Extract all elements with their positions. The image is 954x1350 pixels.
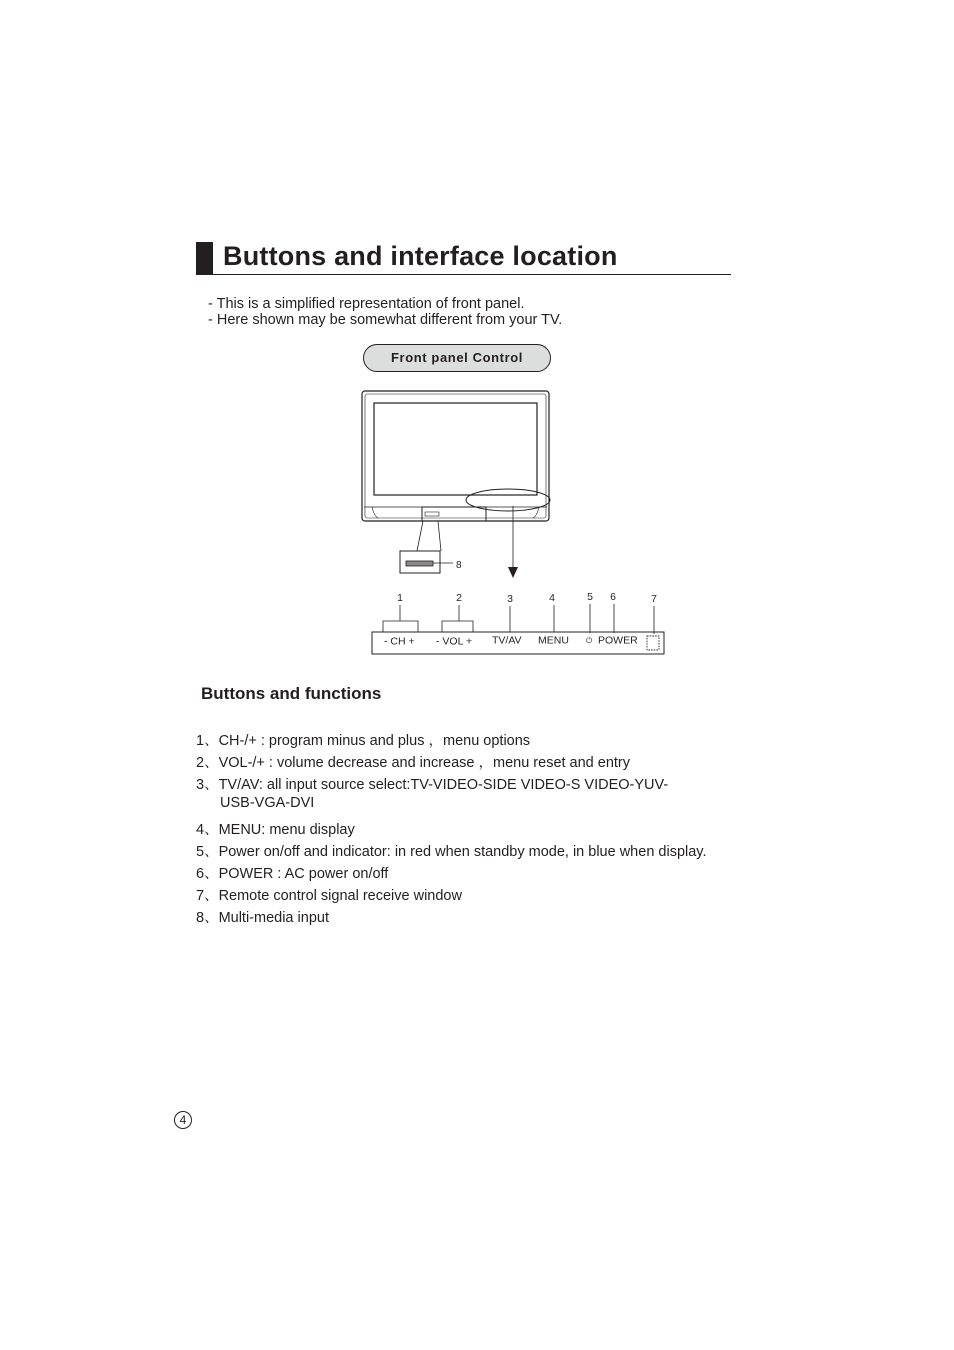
- callout-3: 3: [507, 593, 513, 605]
- callout-1: 1: [397, 592, 403, 604]
- function-item-1: 1、CH-/+ : program minus and plus ，menu options: [196, 733, 531, 749]
- tv-frame: [362, 391, 549, 521]
- callout-leaders: [383, 604, 654, 634]
- power-button-label[interactable]: POWER: [598, 634, 638, 647]
- front-panel-label: Front panel Control: [363, 344, 551, 372]
- function-item-3: 3、TV/AV: all input source select:TV-VIDEO-SIDE VIDEO-S VIDEO-YUV-: [196, 777, 669, 793]
- side-input-callout: [400, 521, 453, 573]
- zoom-arrow: [508, 506, 518, 578]
- tvav-button-label[interactable]: TV/AV: [492, 634, 522, 647]
- section-title: Buttons and functions: [201, 684, 382, 703]
- callout-2: 2: [456, 592, 462, 604]
- callout-8: 8: [456, 560, 462, 571]
- tv-illustration: [362, 391, 550, 521]
- function-item-4: 4、MENU: menu display: [196, 822, 355, 838]
- callout-6: 6: [610, 591, 616, 603]
- remote-sensor-window: [647, 636, 659, 650]
- button-area-highlight: [466, 489, 550, 511]
- callout-7: 7: [651, 593, 657, 605]
- multimedia-input-port: [406, 561, 433, 566]
- function-item-6: 6、POWER : AC power on/off: [196, 866, 389, 882]
- page-number: 4: [174, 1111, 192, 1129]
- power-icon: ⏻: [586, 636, 593, 645]
- function-item-2: 2、VOL-/+ : volume decrease and increase ，menu reset and entry: [196, 755, 631, 771]
- intro-note-1: - This is a simplified representation of front panel.: [208, 296, 525, 312]
- function-item-5: 5、Power on/off and indicator: in red when standby mode, in blue when display.: [196, 844, 707, 860]
- ch-button-label[interactable]: - CH +: [384, 635, 415, 648]
- vol-button-label[interactable]: - VOL +: [436, 635, 473, 648]
- callout-4: 4: [549, 592, 555, 604]
- function-item-8: 8、Multi-media input: [196, 910, 329, 926]
- callout-5: 5: [587, 591, 593, 603]
- page-title: Buttons and interface location: [223, 241, 618, 271]
- media-port-mini: [425, 512, 439, 516]
- tv-screen: [374, 403, 537, 495]
- intro-note-2: - Here shown may be somewhat different from your TV.: [208, 312, 563, 328]
- function-item-3-continued: USB-VGA-DVI: [220, 795, 315, 811]
- menu-button-label[interactable]: MENU: [538, 634, 569, 647]
- function-item-7: 7、Remote control signal receive window: [196, 888, 462, 904]
- tv-stand-panel: [422, 507, 486, 521]
- tv-inner-frame: [365, 394, 546, 518]
